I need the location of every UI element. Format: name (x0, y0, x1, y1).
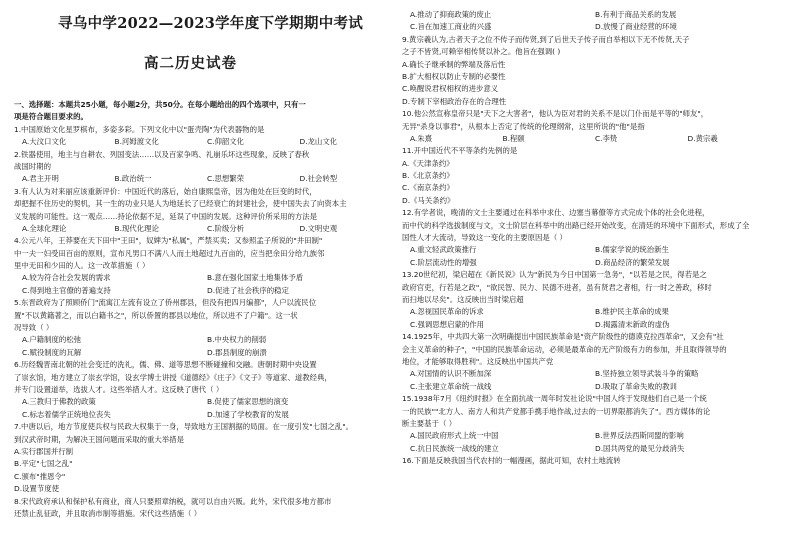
answer-option: A.国民政府形式上统一中国 (410, 431, 499, 441)
text-line: 13.20世纪初，梁启超在《新民说》认为"新民为今日中国第一急务"，"以若是之民，得若是之 (402, 270, 707, 280)
answer-option: A.忽视国民革命的诉求 (410, 307, 484, 317)
text-line: 义发展的可能性。这一观点……持论依据不足，延误了中国的发展。这种评价所采用的方法是 (14, 211, 318, 221)
answer-options-row (14, 223, 392, 235)
answer-option: B.河姆渡文化 (114, 137, 159, 147)
answer-option: C.抗日民族统一战线的建立 (410, 443, 499, 453)
text-line: 2.铁器使用，地主与自耕农、列国变法……以及百家争鸣、礼崩乐坏这些现象，反映了春秋 (14, 149, 310, 159)
text-line: 之子不皆贤,可赖宰相传贤以补之。他旨在强调( ) (402, 47, 561, 57)
answer-option: C.得到地主官僚的普遍支持 (22, 285, 111, 295)
text-line: 一、选择题：本题共25小题，每小题2分，共50分。在每小题给出的四个选项中，只有一 (14, 100, 306, 109)
text-line: 而中代的科学选拔制度与文，文士阶层在科举中的出路已经开始改变，在清廷的环境中下面形式，形成了全 (402, 220, 750, 230)
text-line: C.颁布"推恩令" (14, 471, 66, 481)
text-line: 8.宋代政府承认和保护私有商业，商人只要照章纳税，就可以自由兴贩。此外，宋代很多地方都市 (14, 496, 332, 506)
text-line: 置"不以黄籍著之，而以白籍书之"，所以侨置的郡县以地位，所以进不了户籍"。这一状 (14, 310, 298, 320)
text-line: 6.历经魏晋南北朝的社会变迁的洗礼，儒、佛、道等思想不断碰撞和交融。唐朝时期中央设置 (14, 360, 317, 370)
answer-option: D.揭露清末新政的虚伪 (595, 319, 670, 329)
answer-options-row (14, 272, 392, 284)
answer-options-row (402, 9, 780, 21)
answer-options-row (402, 244, 780, 256)
answer-option: D.吸取了革命失败的教训 (595, 381, 677, 391)
answer-option: C.阶层流动性的增强 (410, 257, 477, 267)
text-line: 1.中国原始文化星罗棋布，多姿多彩。下列文化中以"蛋壳陶"为代表器物的是 (14, 124, 265, 134)
text-line: D.《马关条约》 (402, 195, 455, 205)
text-line: 14.1925年，中共四大第一次明确提出中国民族革命是"资产阶级性的德谟克拉西革命"，又会有"社 (402, 332, 724, 342)
text-line: 而扫地以尽矣"。这反映出当时梁启超 (402, 294, 524, 304)
text-line: 项是符合题目要求的。 (14, 112, 88, 122)
answer-options-row (402, 319, 780, 331)
text-line: 10.他公然宣称皇帝只是"天下之大害者"，他认为臣对君的关系不是以门仆而是平等的"师友"， (402, 109, 709, 119)
text-line: 国性人才大流动，导致这一变化的主要原因是（ ） (402, 233, 567, 243)
answer-option: A.推动了抑商政策的废止 (410, 10, 492, 19)
text-line: 会主义革命的种子"，"中国的民族革命运动，必须是最革命的无产阶级有力的参加，并且取得领导的 (402, 344, 727, 354)
answer-options-row (402, 21, 780, 33)
text-line: 战国时期的 (14, 161, 51, 171)
answer-options-row (402, 306, 780, 318)
text-line: 16.下面是反映我国当代农村的一幅漫画，据此可知，农村土地流转 (402, 456, 621, 466)
answer-option: D.黄宗羲 (687, 133, 718, 143)
answer-options-row (14, 396, 392, 408)
answer-option: C.仰韶文化 (207, 137, 245, 147)
text-line: C.唤醒说君权相权的进步意义 (402, 84, 499, 94)
answer-option: D.龙山文化 (299, 137, 338, 147)
answer-option: B.程颐 (502, 133, 525, 143)
text-line: 中一夫一妇受田百亩的原则，宣布凡男口不满八人而土地超过九百亩的，应当把余田分给九族邻 (14, 248, 325, 258)
text-line: A.实行郡国并行制 (14, 446, 74, 456)
answer-option: A.户籍制度的松弛 (22, 335, 82, 345)
answer-option: A.朱熹 (410, 133, 433, 143)
answer-option: B.坚持独立领导武装斗争的策略 (595, 369, 699, 379)
text-line: D.设置节度使 (14, 484, 59, 494)
answer-option: A.三教归于佛教的政策 (22, 397, 96, 407)
text-line: 却把握不住历史的契机，其一生的功业只是人为地延长了已经衰亡的封建社会，使中国失去了向资本主 (14, 199, 347, 209)
text-line: 5.东晋政府为了照顾侨门"流寓江左流有设立了侨州郡县，但没有把四月编都"，人户以流民位 (14, 298, 317, 308)
answer-option: B.政治统一 (114, 174, 152, 184)
answer-options-row (14, 334, 392, 346)
answer-option: D.放慢了商业经营的环境 (595, 22, 677, 32)
text-line: B.《北京条约》 (402, 171, 454, 181)
answer-options-row (14, 409, 392, 421)
answer-option: D.商品经济的繁荣发展 (595, 257, 670, 267)
text-line: 还禁止乱征政，并且取消市制等措施。宋代这些措施（ ） (14, 508, 202, 518)
answer-option: A.重文轻武政策推行 (410, 245, 477, 255)
answer-options-row (14, 173, 392, 185)
text-line: 地位，才能够取得胜利"。这反映出中国共产党 (402, 356, 554, 366)
answer-option: C.强调思想启蒙的作用 (410, 319, 485, 329)
text-line: D.专制下宰相政治存在的合理性 (402, 96, 507, 106)
answer-option: D.文明史观 (299, 223, 338, 233)
answer-option: B.中央权力的削弱 (207, 335, 267, 345)
text-line: 了崇玄馆，地方建立了崇玄学馆，设玄学博士讲授《道德经》《庄子》《文子》等道家、道教经典， (14, 372, 332, 382)
text-line: 7.中唐以后，地方节度使兵权与民政大权集于一身，导致地方王国割据的局面。在一度引发"七国之乱"。 (14, 422, 354, 432)
text-line: 12.有学者说，晚清的文士主要通过在科举中求仕、边塞当幕僚等方式完成个体的社会化进程， (402, 208, 710, 218)
text-line: C.《南京条约》 (402, 183, 454, 193)
answer-options-row (14, 136, 392, 148)
text-line: 一的民族""北方人、南方人和共产党都手携手地作战,过去的一切界限都消失了"。西方媒体的论 (402, 406, 711, 416)
text-line: 况导致（ ） (14, 323, 54, 333)
answer-options-row (402, 257, 780, 269)
answer-option: D.国共两党的最见分歧消失 (595, 443, 685, 453)
answer-option: A.君主开明 (22, 174, 59, 184)
answer-option: D.促进了社会秩序的稳定 (207, 285, 289, 295)
answer-options-row (14, 347, 392, 359)
answer-option: C.标志着儒学正统地位丧失 (22, 409, 111, 419)
text-line: B.扩大相权以防止专制的必要性 (402, 71, 506, 81)
text-line: 4.公元八年，王莽要在天下田中"王田"，奴婢为"私属"，严禁买卖；又参照孟子所说的"井田制" (14, 236, 323, 246)
right-question-text (402, 9, 780, 467)
answer-option: C.李贽 (595, 133, 618, 143)
answer-option: B.世界反法西斯同盟的影响 (595, 431, 684, 441)
answer-option: C.阶级分析 (207, 223, 245, 233)
answer-option: B.维护民主革命的成果 (595, 307, 669, 317)
answer-option: A.较为符合社会发展的需求 (22, 273, 111, 283)
text-line: 11.开中国近代不平等条约先例的是 (402, 146, 518, 156)
answer-option: A.对国情的认识不断加深 (410, 369, 492, 379)
answer-option: B.现代化理论 (114, 223, 159, 233)
left-question-text (14, 99, 392, 520)
text-line: 到汉武帝时期，为解决王国问题而采取的重大举措是 (14, 434, 184, 444)
answer-option: B.有利于商品关系的发展 (595, 10, 677, 19)
answer-option: D.郡县制度的崩溃 (207, 347, 267, 357)
text-line: 断主要基于（ ） (402, 418, 457, 428)
answer-option: C.主张建立革命统一战线 (410, 381, 492, 391)
text-line: B.平定"七国之乱" (14, 459, 73, 469)
text-line: A.《天津条约》 (402, 158, 454, 168)
answer-option: D.社会转型 (299, 174, 338, 184)
answer-option: D.加速了学校教育的发展 (207, 409, 289, 419)
answer-options-row (402, 430, 780, 442)
answer-option: B.儒家学说的统治新生 (595, 245, 669, 255)
text-line: 里中无田和少田的人。这一改革措施（ ） (14, 261, 150, 271)
text-line: 政府官吏，行若是之政"，"欲民智、民力、民德不进者，虽有贤君之者相，行一时之善政，移时 (402, 282, 712, 292)
answer-options-row (14, 285, 392, 297)
answer-option: B.意在强化国家土地集体予盾 (207, 273, 304, 283)
answer-options-row (402, 443, 780, 455)
answer-option: A.大汶口文化 (22, 137, 67, 147)
answer-option: B.促使了儒家思想的演变 (207, 397, 289, 407)
answer-option: C.旨在加速工商业的兴盛 (410, 22, 492, 32)
answer-option: C.赋役制度的瓦解 (22, 347, 82, 357)
text-line: 3.有人认为对来丽应该重新评价：中国近代的落后，始自康熙皇帝，因为他处在巨变的时代， (14, 186, 317, 196)
exam-title: 寻乌中学2022—2023学年度下学期期中考试 (58, 15, 364, 32)
answer-options-row (402, 381, 780, 393)
text-line: 无异"杀身以事君"，从根本上否定了传统的伦理纲常，这里所说的"他"是指 (402, 121, 645, 131)
text-line: A.确长子继承制的弊端及落后性 (402, 59, 506, 69)
text-line: 15.1938年7月《纽约时报》在全面抗战一周年时发社论说"中国人终于发现他们自己是一个统 (402, 394, 707, 404)
text-line: 并专门设置道举，选拔人才。这些举措人才。这反映了唐代（ ） (14, 384, 224, 394)
answer-option: C.思想繁荣 (207, 174, 245, 184)
answer-options-row (402, 133, 780, 145)
answer-options-row (402, 368, 780, 380)
answer-option: A.全球化理论 (22, 223, 67, 233)
text-line: 9.黄宗羲认为,古者天子之位不传子而传贤,到了后世天子传子而自举相以下无不传贤,天子 (402, 34, 690, 44)
exam-subtitle: 高二历史试卷 (144, 55, 237, 72)
